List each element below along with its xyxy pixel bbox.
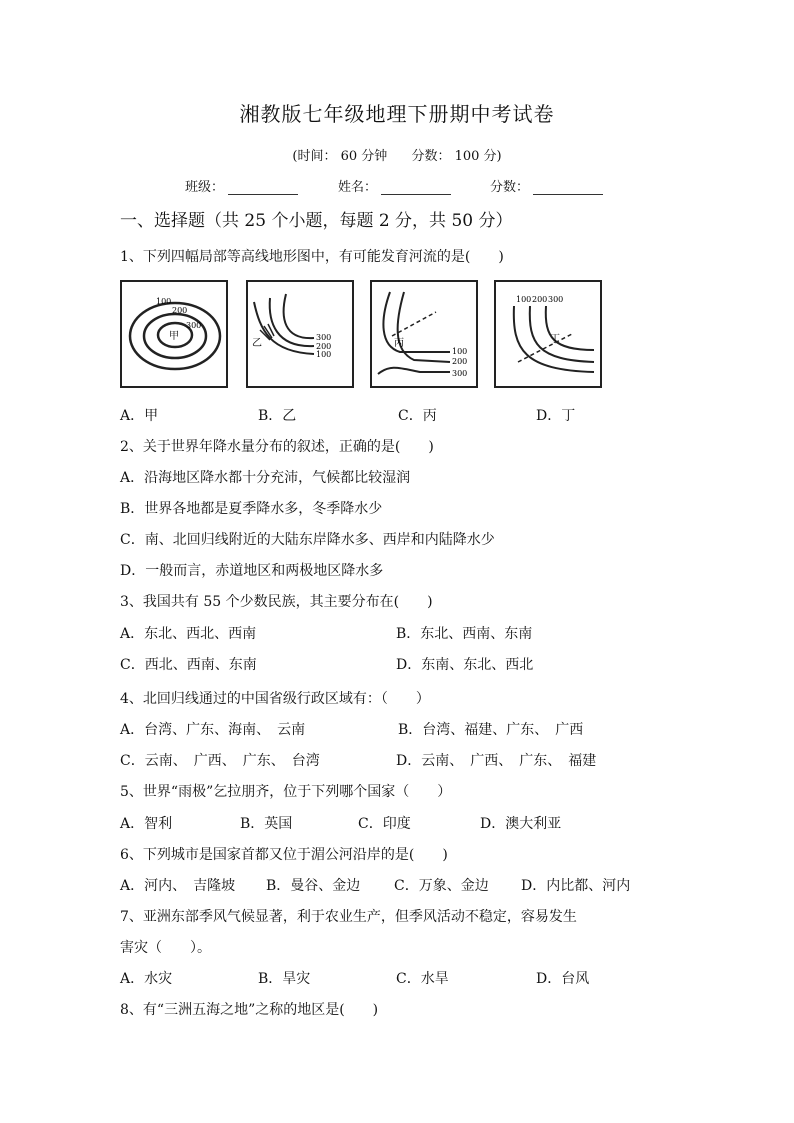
q5-option-b[interactable]: B．英国	[240, 816, 293, 832]
question-5: 5、世界“雨极”乞拉朋齐，位于下列哪个国家（ ）	[120, 784, 452, 800]
class-blank[interactable]	[228, 180, 298, 195]
q6-option-c[interactable]: C．万象、金边	[394, 878, 489, 894]
map2-contour-200: 200	[316, 342, 332, 351]
q4-option-a[interactable]: A．台湾、广东、海南、 云南	[120, 722, 306, 738]
question-1: 1、下列四幅局部等高线地形图中，有可能发育河流的是( )	[120, 249, 504, 265]
contour-map-ding	[494, 280, 602, 388]
name-field[interactable]	[338, 176, 451, 195]
question-8: 8、有“三洲五海之地”之称的地区是( )	[120, 1002, 379, 1018]
map1-contour-300: 300	[186, 321, 202, 330]
question-2: 2、关于世界年降水量分布的叙述，正确的是( )	[120, 439, 434, 455]
question-4: 4、北回归线通过的中国省级行政区域有：（ ）	[120, 691, 430, 707]
q2-option-a[interactable]: A．沿海地区降水都十分充沛，气候都比较湿润	[120, 470, 411, 486]
map1-label: 甲	[169, 331, 179, 342]
map1-contour-100: 100	[156, 297, 172, 306]
q1-option-c[interactable]: C．丙	[398, 408, 437, 424]
question-7-continued: 害灾（ ）。	[120, 940, 211, 956]
q4-option-b[interactable]: B．台湾、福建、广东、 广西	[398, 722, 584, 738]
name-label: 姓名：	[338, 180, 378, 195]
question-3: 3、我国共有 55 个少数民族，其主要分布在( )	[120, 594, 433, 610]
map3-contour-300: 300	[452, 369, 468, 378]
q7-option-a[interactable]: A．水灾	[120, 971, 173, 987]
q2-option-d[interactable]: D．一般而言，赤道地区和两极地区降水多	[120, 563, 384, 579]
score-field[interactable]	[490, 176, 603, 195]
q5-option-c[interactable]: C．印度	[358, 816, 411, 832]
map4-contour-200: 200	[532, 295, 548, 304]
contour-map-bing	[370, 280, 478, 388]
q6-option-a[interactable]: A．河内、 吉隆坡	[120, 878, 236, 894]
map2-contour-100: 100	[316, 350, 332, 359]
map1-contour-200: 200	[172, 306, 188, 315]
class-field[interactable]	[185, 176, 298, 195]
q6-option-b[interactable]: B．曼谷、金边	[266, 878, 361, 894]
q6-option-d[interactable]: D．内比都、河内	[521, 878, 631, 894]
exam-score: 分数： 100 分)	[411, 149, 502, 164]
contour-maps	[120, 280, 610, 395]
map2-label: 乙	[252, 338, 262, 349]
q2-option-b[interactable]: B．世界各地都是夏季降水多，冬季降水少	[120, 501, 383, 517]
q3-option-b[interactable]: B．东北、西南、东南	[396, 626, 533, 642]
map4-contour-100: 100	[516, 295, 532, 304]
exam-info	[0, 145, 794, 164]
map3-contour-100: 100	[452, 347, 468, 356]
q5-option-d[interactable]: D．澳大利亚	[480, 816, 562, 832]
q4-option-c[interactable]: C．云南、 广西、 广东、 台湾	[120, 753, 320, 769]
section-heading: 一、选择题（共 25 个小题，每题 2 分，共 50 分）	[120, 211, 513, 231]
map4-contour-300: 300	[548, 295, 564, 304]
map2-contour-300: 300	[316, 333, 332, 342]
map4-label: 丁	[550, 334, 560, 345]
page-title: 湘教版七年级地理下册期中考试卷	[239, 102, 555, 126]
q3-option-a[interactable]: A．东北、西北、西南	[120, 626, 257, 642]
exam-time: (时间： 60 分钟	[292, 149, 388, 164]
class-label: 班级：	[185, 180, 225, 195]
q2-option-c[interactable]: C．南、北回归线附近的大陆东岸降水多、西岸和内陆降水少	[120, 532, 495, 548]
map3-label: 丙	[394, 338, 404, 349]
score-blank[interactable]	[533, 180, 603, 195]
contour-map-yi	[246, 280, 354, 388]
q3-option-d[interactable]: D．东南、东北、西北	[396, 657, 534, 673]
q7-option-d[interactable]: D．台风	[536, 971, 590, 987]
q5-option-a[interactable]: A．智利	[120, 816, 173, 832]
q7-option-b[interactable]: B．旱灾	[258, 971, 311, 987]
q1-option-b[interactable]: B．乙	[258, 408, 297, 424]
q4-option-d[interactable]: D．云南、 广西、 广东、 福建	[396, 753, 597, 769]
q1-option-a[interactable]: A．甲	[120, 408, 159, 424]
map3-contour-200: 200	[452, 357, 468, 366]
q1-option-d[interactable]: D．丁	[536, 408, 576, 424]
score-label: 分数：	[490, 180, 530, 195]
contour-map-jia	[120, 280, 228, 388]
q7-option-c[interactable]: C．水旱	[396, 971, 449, 987]
question-7: 7、亚洲东部季风气候显著，利于农业生产，但季风活动不稳定，容易发生	[120, 909, 577, 925]
question-6: 6、下列城市是国家首都又位于湄公河沿岸的是( )	[120, 847, 448, 863]
name-blank[interactable]	[381, 180, 451, 195]
q3-option-c[interactable]: C．西北、西南、东南	[120, 657, 257, 673]
